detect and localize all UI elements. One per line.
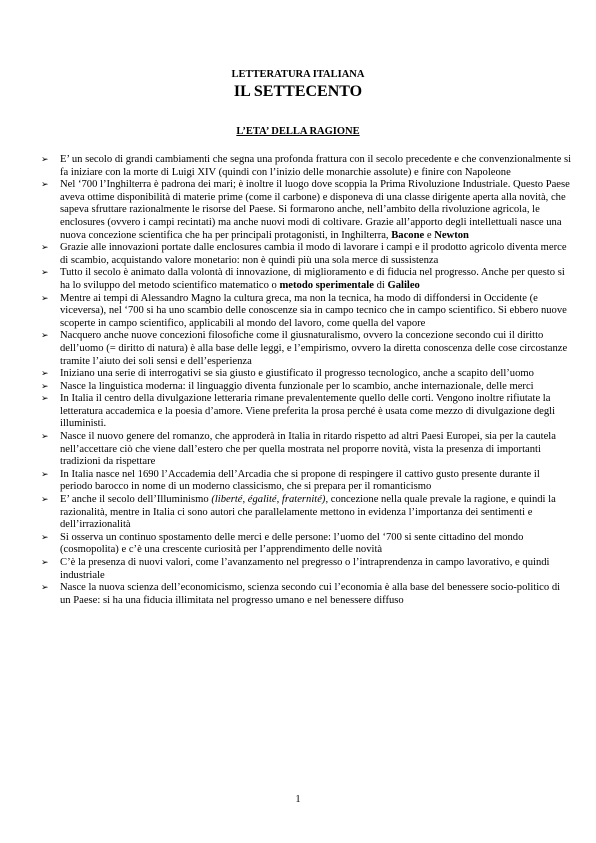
list-item xyxy=(41,469,573,494)
arrow-bullet-icon: ➢ xyxy=(41,293,49,304)
text-run: Si osserva un continuo spostamento delle merci e delle persone: l’uomo del ‘700 si sente cittadino del mondo (cosmopolita) e c’è una crescente curiosità per l’apprendimento delle novità xyxy=(60,531,524,556)
arrow-bullet-icon: ➢ xyxy=(41,268,49,279)
list-item xyxy=(41,242,573,267)
list-item-text xyxy=(60,494,556,530)
arrow-bullet-icon: ➢ xyxy=(41,394,49,405)
bullet-list xyxy=(41,154,573,607)
arrow-bullet-icon: ➢ xyxy=(41,495,49,506)
arrow-bullet-icon: ➢ xyxy=(41,381,49,392)
bold-text: Bacone xyxy=(391,229,425,241)
text-run: Nasce la nuova scienza dell’economicismo, scienza secondo cui l’economia è alla base del benessere socio-politico di un Paese: si ha una fiducia illimitata nel progresso umano e nel benessere diffuso xyxy=(60,582,561,606)
list-item-text xyxy=(60,557,550,581)
text-run: E’ anche il secolo dell’Illuminismo xyxy=(60,494,212,506)
list-item-text xyxy=(60,532,523,556)
arrow-bullet-icon: ➢ xyxy=(41,331,49,342)
list-item xyxy=(41,154,573,179)
list-item-text xyxy=(60,154,571,178)
list-item-text xyxy=(60,179,570,240)
list-item xyxy=(41,494,573,532)
list-item xyxy=(41,381,573,394)
list-item xyxy=(41,582,573,607)
arrow-bullet-icon: ➢ xyxy=(41,180,49,191)
italic-text: (liberté, égalité, fraternité) xyxy=(211,494,326,506)
subject-heading: LETTERATURA ITALIANA xyxy=(231,69,365,80)
text-run: Tutto il secolo è animato dalla volontà di innovazione, di miglioramento e di fiducia nel progresso. Anche per questo si ha lo sviluppo del metodo scientifico matematico o xyxy=(60,267,565,291)
list-item-text xyxy=(60,330,567,366)
list-item xyxy=(41,532,573,557)
list-item xyxy=(41,431,573,469)
text-run: In Italia nasce nel 1690 l’Accademia dell’Arcadia che si propone di respingere il cattivo gusto presente durante il periodo barocco in nome di un moderno classicismo, che si prepara per il romanticismo xyxy=(60,468,540,493)
list-item xyxy=(41,368,573,381)
list-item-text xyxy=(60,393,555,429)
list-item xyxy=(41,557,573,582)
arrow-bullet-icon: ➢ xyxy=(41,432,49,443)
list-item xyxy=(41,179,573,242)
text-run: C’è la presenza di nuovi valori, come l’avanzamento nel pregresso o l’intraprendenza in campo lavorativo, e quindi industriale xyxy=(60,557,550,581)
list-item xyxy=(41,267,573,292)
bold-text: metodo sperimentale xyxy=(279,279,374,291)
arrow-bullet-icon: ➢ xyxy=(41,583,49,594)
text-run: , concezione nella quale prevale la ragione, e quindi la razionalità, mentre in Italia ci sono autori che parallelamente mettono in evidenza l’importanza dei sentimenti e dell’irrazionalità xyxy=(60,494,556,531)
arrow-bullet-icon: ➢ xyxy=(41,558,49,568)
arrow-bullet-icon: ➢ xyxy=(41,469,49,480)
text-run: di xyxy=(373,279,388,291)
list-item-text xyxy=(60,368,534,379)
list-item-text xyxy=(60,381,534,392)
list-item xyxy=(41,393,573,431)
arrow-bullet-icon: ➢ xyxy=(41,243,49,254)
text-run: E’ un secolo di grandi cambiamenti che segna una profonda frattura con il secolo precedente e che convenzionalmente si fa iniziare con la morte di Luigi XIV (quindi con l’inizio delle monarchie assolute) e finire con Napoleone xyxy=(60,154,572,178)
list-item-text xyxy=(60,293,567,329)
text-run: Iniziano una serie di interrogativi se sia giusto e giustificato il progresso tecnologico, anche a scapito dell’uomo xyxy=(60,368,534,380)
list-item xyxy=(41,293,573,331)
list-item xyxy=(41,330,573,368)
page-number: 1 xyxy=(295,794,301,805)
list-item-text xyxy=(60,242,567,266)
text-run: e xyxy=(424,229,435,241)
page-title: IL SETTECENTO xyxy=(233,83,363,100)
list-item-text xyxy=(60,431,556,467)
text-run: Nacquero anche nuove concezioni filosofiche come il giusnaturalismo, ovvero la concezione secondo cui il diritto dell’uomo (= diritto di natura) è alla base delle leggi, e l’empirismo, ovvero la diretta conoscenza delle cose circostanze tramite l’aiuto dei soli sensi e dell’esperienza xyxy=(60,330,568,367)
section-heading: L’ETA’ DELLA RAGIONE xyxy=(236,126,360,137)
arrow-bullet-icon: ➢ xyxy=(41,369,49,380)
arrow-bullet-icon: ➢ xyxy=(41,155,49,165)
list-item-text xyxy=(60,582,560,606)
list-item-text xyxy=(60,267,565,291)
text-run: Nel ‘700 l’Inghilterra è padrona dei mari; è inoltre il luogo dove scoppia la Prima Rivoluzione Industriale. Questo Paese aveva ottime disponibilità di materie prime (come il carbone) e disponeva di una classe dirigente aperta alla novità, che sapeva sfruttare razionalmente le risorse del Paese. Si formarono anche, nell’ambito della rivoluzione agricola, le enclosures (ovvero i campi recintati) ma anche nuovi modi di coltivare. Grazie all’apporto degli intellettuali nasce una nuova concezione scientifica che ha per principali protagonisti, in Inghilterra, xyxy=(60,179,570,241)
text-run: In Italia il centro della divulgazione letteraria rimane prevalentemente quello delle corti. Vengono inoltre rifiutate la letteratura accademica e la poesia d’amore. Viene preferita la prosa perché è usata come mezzo di divulgazione degli illuministi. xyxy=(60,393,556,430)
bold-text: Newton xyxy=(434,229,469,241)
text-run: Grazie alle innovazioni portate dalle enclosures cambia il modo di lavorare i campi e il prodotto agricolo diventa merce di scambio, acquistando valore monetario: non è quindi più una sola merce di sussistenza xyxy=(60,242,567,266)
arrow-bullet-icon: ➢ xyxy=(41,532,49,543)
text-run: Mentre ai tempi di Alessandro Magno la cultura greca, ma non la tecnica, ha modo di diffondersi in Occidente (e viceversa), nel ‘700 si ha uno scambio delle conoscenze sia in campo tecnico che in campo scientifico. Si ebbero nuove scoperte in campo scientifico, applicabili al mondo del lavoro, come quella del vapore xyxy=(60,292,567,329)
text-run: Nasce la linguistica moderna: il linguaggio diventa funzionale per lo scambio, anche internazionale, delle merci xyxy=(60,380,534,392)
list-item-text xyxy=(60,469,540,493)
bold-text: Galileo xyxy=(387,279,420,291)
text-run: Nasce il nuovo genere del romanzo, che approderà in Italia in ritardo rispetto ad altri Paesi Europei, sia per la cautela nell’accettare ciò che viene dall’estero che per quella mostrata nel proporre novità, vista la presenza di importanti tradizioni da rispettare xyxy=(60,431,556,468)
